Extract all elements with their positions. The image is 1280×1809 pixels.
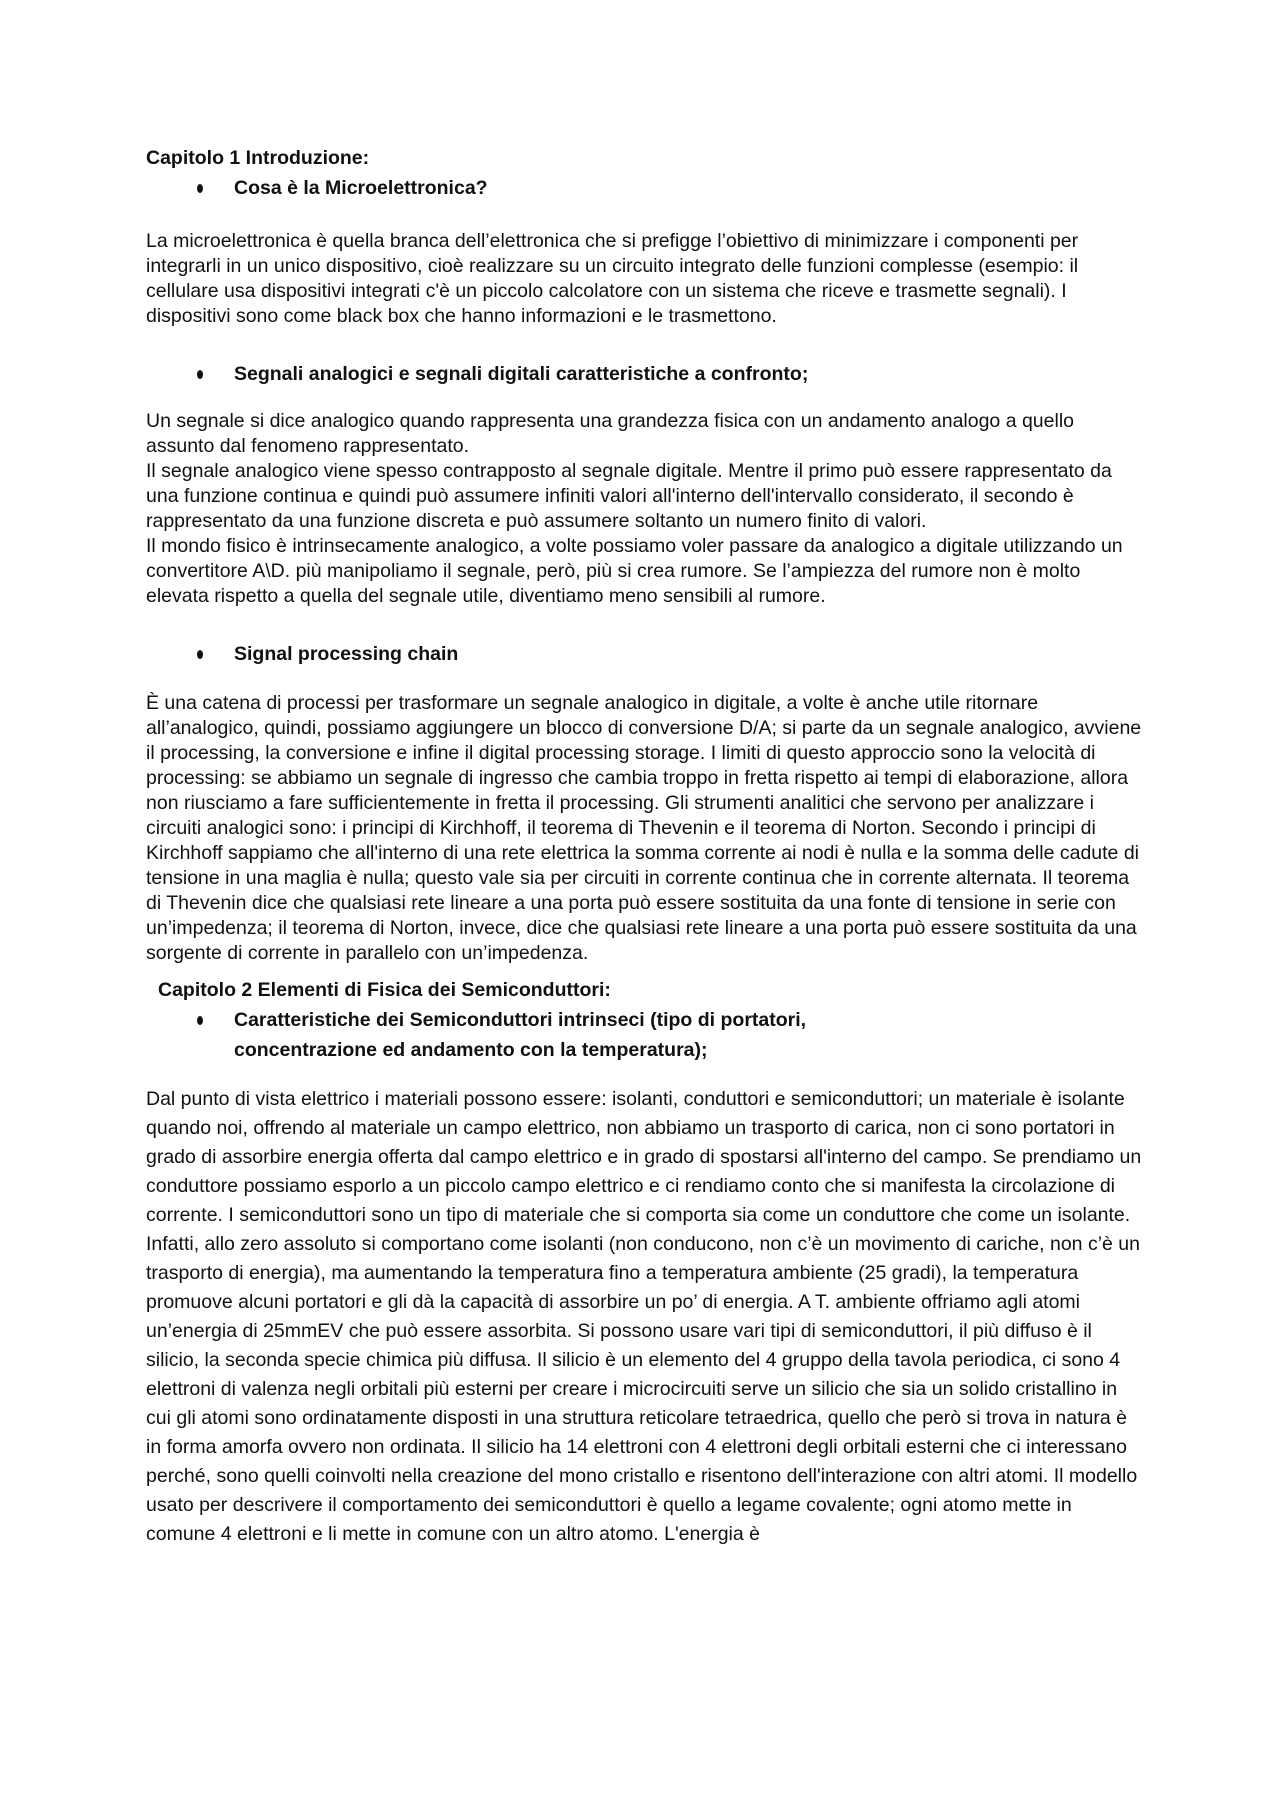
paragraph-segnali-2: Il segnale analogico viene spesso contrapposto al segnale digitale. Mentre il primo può essere rappresentato da una funzione continua e quindi può assumere infiniti valori all'interno dell'intervallo considerato, il secondo è rappresentato da una funzione discreta e può assumere soltanto un numero finito di valori. xyxy=(146,460,1112,532)
chapter-1-title: Capitolo 1 Introduzione: xyxy=(146,147,370,169)
section-heading-semiconduttori: Caratteristiche dei Semiconduttori intrinseci (tipo di portatori, concentrazione ed andamento con la temperatura); xyxy=(146,1005,1146,1065)
bullet-icon xyxy=(197,184,203,193)
chapter-2-title: Capitolo 2 Elementi di Fisica dei Semiconduttori: xyxy=(158,979,611,1001)
bullet-icon xyxy=(197,370,203,379)
document-content xyxy=(146,146,1146,1549)
paragraph-segnali-3: Il mondo fisico è intrinsecamente analogico, a volte possiamo voler passare da analogico a digitale utilizzando un convertitore A\D. più manipoliamo il segnale, però, più si crea rumore. Se l’ampiezza del rumore non è molto elevata rispetto a quella del segnale utile, diventiamo meno sensibili al rumore. xyxy=(146,535,1123,607)
section-heading-segnali: Segnali analogici e segnali digitali caratteristiche a confronto; xyxy=(146,359,1146,389)
paragraph-semiconduttori: Dal punto di vista elettrico i materiali possono essere: isolanti, conduttori e semiconduttori; un materiale è isolante quando noi, offrendo al materiale un campo elettrico, non abbiamo un trasporto di carica, non ci sono portatori in grado di assorbire energia offerta dal campo elettrico e in grado di spostarsi all'interno del campo. Se prendiamo un conduttore possiamo esporlo a un piccolo campo elettrico e ci rendiamo conto che si manifesta la circolazione di corrente. I semiconduttori sono un tipo di materiale che si comporta sia come un conduttore che come un isolante. Infatti, allo zero assoluto si comportano come isolanti (non conducono, non c’è un movimento di cariche, non c’è un trasporto di energia), ma aumentando la temperatura fino a temperatura ambiente (25 gradi), la temperatura promuove alcuni portatori e gli dà la capacità di assorbire un po’ di energia. A T. ambiente offriamo agli atomi un’energia di 25mmEV che può essere assorbita. Si possono usare vari tipi di semiconduttori, il più diffuso è il silicio, la seconda specie chimica più diffusa. Il silicio è un elemento del 4 gruppo della tavola periodica, ci sono 4 elettroni di valenza negli orbitali più esterni per creare i microcircuiti serve un silicio che sia un solido cristallino in cui gli atomi sono ordinatamente disposti in una struttura reticolare tetraedrica, quello che però si trova in natura è in forma amorfa ovvero non ordinata. Il silicio ha 14 elettroni con 4 elettroni degli orbitali esterni che ci interessano perché, sono quelli coinvolti nella creazione del mono cristallo e risentono dell'interazione con altri atomi. Il modello usato per descrivere il comportamento dei semiconduttori è quello a legame covalente; ogni atomo mette in comune 4 elettroni e li mette in comune con un altro atomo. L'energia è xyxy=(146,1088,1142,1545)
section-heading-microelettronica: Cosa è la Microelettronica? xyxy=(146,173,1146,203)
paragraph-microelettronica: La microelettronica è quella branca dell’elettronica che si prefigge l’obiettivo di minimizzare i componenti per integrarli in un unico dispositivo, cioè realizzare su un circuito integrato delle funzioni complesse (esempio: il cellulare usa dispositivi integrati c'è un piccolo calcolatore con un sistema che riceve e trasmette segnali). I dispositivi sono come black box che hanno informazioni e le trasmettono. xyxy=(146,230,1079,327)
paragraph-segnali-1: Un segnale si dice analogico quando rappresenta una grandezza fisica con un andamento analogo a quello assunto dal fenomeno rappresentato. xyxy=(146,410,1075,457)
bullet-icon xyxy=(197,1016,203,1025)
bullet-icon xyxy=(197,650,203,659)
section-heading-signal-processing: Signal processing chain xyxy=(146,639,1146,669)
paragraph-signal-processing: È una catena di processi per trasformare un segnale analogico in digitale, a volte è anche utile ritornare all’analogico, quindi, possiamo aggiungere un blocco di conversione D/A; si parte da un segnale analogico, avviene il processing, la conversione e infine il digital processing storage. I limiti di questo approccio sono la velocità di processing: se abbiamo un segnale di ingresso che cambia troppo in fretta rispetto ai tempi di elaborazione, allora non riusciamo a fare sufficientemente in fretta il processing. Gli strumenti analitici che servono per analizzare i circuiti analogici sono: i principi di Kirchhoff, il teorema di Thevenin e il teorema di Norton. Secondo i principi di Kirchhoff sappiamo che all'interno di una rete elettrica la somma corrente ai nodi è nulla e la somma delle cadute di tensione in una maglia è nulla; questo vale sia per circuiti in corrente continua che in corrente alternata. Il teorema di Thevenin dice che qualsiasi rete lineare a una porta può essere sostituita da una fonte di tensione in serie con un’impedenza; il teorema di Norton, invece, dice che qualsiasi rete lineare a una porta può essere sostituita da una sorgente di corrente in parallelo con un’impedenza. xyxy=(146,692,1142,964)
